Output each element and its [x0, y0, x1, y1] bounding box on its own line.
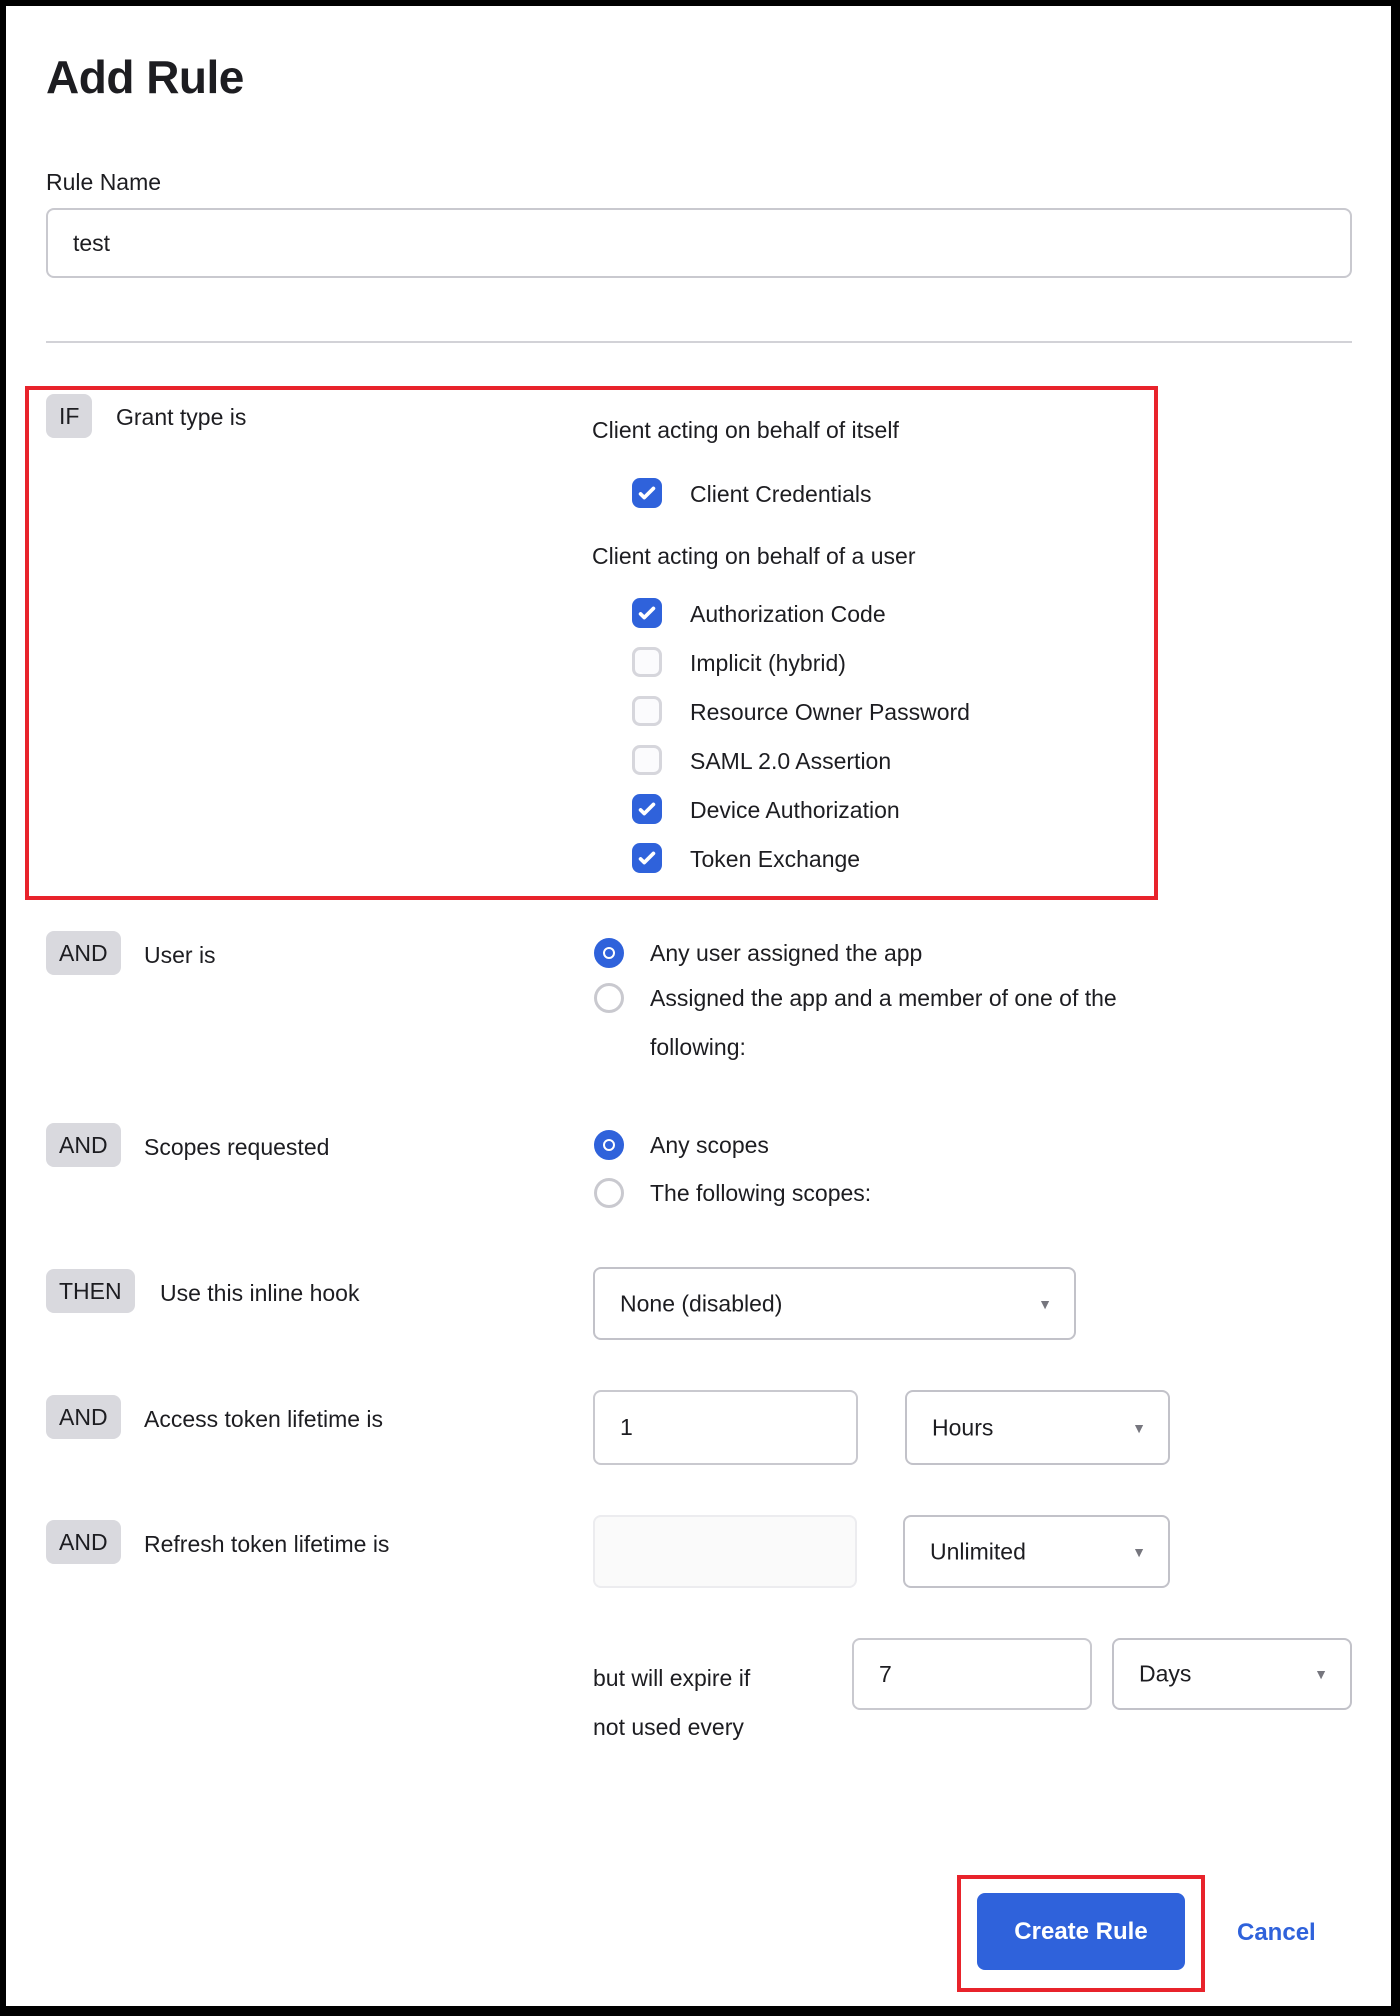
access-token-unit-value: Hours — [932, 1414, 994, 1440]
radio-label-any-user[interactable]: Any user assigned the app — [650, 940, 923, 966]
checkbox-device-authorization[interactable] — [632, 794, 662, 824]
radio-label-following-scopes[interactable]: The following scopes: — [650, 1180, 872, 1206]
radio-any-scopes[interactable] — [594, 1130, 624, 1160]
grant-group-user-label: Client acting on behalf of a user — [592, 543, 916, 569]
scopes-requested-label: Scopes requested — [144, 1134, 330, 1160]
checkbox-label-resource-owner-password[interactable]: Resource Owner Password — [690, 699, 970, 725]
expire-text-line2: not used every — [593, 1714, 744, 1740]
refresh-token-lifetime-label: Refresh token lifetime is — [144, 1531, 390, 1557]
if-badge: IF — [46, 394, 92, 438]
refresh-token-unit-select[interactable] — [903, 1515, 1170, 1588]
and-access-badge: AND — [46, 1395, 121, 1439]
checkbox-token-exchange[interactable] — [632, 843, 662, 873]
expire-unit-select[interactable] — [1112, 1638, 1352, 1710]
inline-hook-label: Use this inline hook — [160, 1280, 360, 1306]
access-token-lifetime-label: Access token lifetime is — [144, 1406, 384, 1432]
then-badge: THEN — [46, 1269, 135, 1313]
radio-assigned-member[interactable] — [594, 983, 624, 1013]
checkbox-label-saml-assertion[interactable]: SAML 2.0 Assertion — [690, 748, 892, 774]
and-refresh-badge: AND — [46, 1520, 121, 1564]
radio-any-user[interactable] — [594, 938, 624, 968]
grant-type-label: Grant type is — [116, 404, 247, 430]
grant-group-self-label: Client acting on behalf of itself — [592, 417, 899, 443]
checkbox-saml-assertion[interactable] — [632, 745, 662, 775]
refresh-token-unit-value: Unlimited — [930, 1538, 1026, 1564]
radio-label-any-scopes[interactable]: Any scopes — [650, 1132, 769, 1158]
rule-name-label: Rule Name — [46, 169, 162, 195]
rule-name-input[interactable] — [46, 208, 1352, 278]
check-icon — [636, 847, 658, 869]
chevron-down-icon: ▼ — [1132, 1419, 1146, 1436]
checkbox-resource-owner-password[interactable] — [632, 696, 662, 726]
check-icon — [636, 602, 658, 624]
inline-hook-select[interactable] — [593, 1267, 1076, 1340]
check-icon — [636, 482, 658, 504]
user-is-label: User is — [144, 942, 216, 968]
checkbox-label-implicit-hybrid[interactable]: Implicit (hybrid) — [690, 650, 846, 676]
access-token-unit-select[interactable] — [905, 1390, 1170, 1465]
chevron-down-icon: ▼ — [1038, 1295, 1052, 1312]
checkbox-label-client-credentials[interactable]: Client Credentials — [690, 481, 872, 507]
expire-value-input[interactable] — [852, 1638, 1092, 1710]
checkbox-client-credentials[interactable] — [632, 478, 662, 508]
chevron-down-icon: ▼ — [1132, 1543, 1146, 1560]
divider — [46, 341, 1352, 343]
radio-following-scopes[interactable] — [594, 1178, 624, 1208]
checkbox-implicit-hybrid[interactable] — [632, 647, 662, 677]
checkbox-label-authorization-code[interactable]: Authorization Code — [690, 601, 886, 627]
radio-label-assigned-member[interactable]: Assigned the app and a member of one of the following: — [650, 985, 1117, 1060]
expire-unit-value: Days — [1139, 1660, 1192, 1687]
refresh-token-lifetime-input — [593, 1515, 857, 1588]
checkbox-authorization-code[interactable] — [632, 598, 662, 628]
chevron-down-icon: ▼ — [1314, 1666, 1328, 1682]
and-user-badge: AND — [46, 931, 121, 975]
and-scopes-badge: AND — [46, 1123, 121, 1167]
access-token-lifetime-input[interactable] — [593, 1390, 858, 1465]
inline-hook-selected-value: None (disabled) — [620, 1290, 783, 1316]
create-rule-button[interactable]: Create Rule — [977, 1893, 1185, 1970]
checkbox-label-token-exchange[interactable]: Token Exchange — [690, 846, 861, 872]
cancel-link[interactable]: Cancel — [1237, 1919, 1316, 1946]
expire-text-line1: but will expire if — [593, 1665, 751, 1691]
checkbox-label-device-authorization[interactable]: Device Authorization — [690, 797, 900, 823]
check-icon — [636, 798, 658, 820]
page-title: Add Rule — [46, 51, 244, 103]
